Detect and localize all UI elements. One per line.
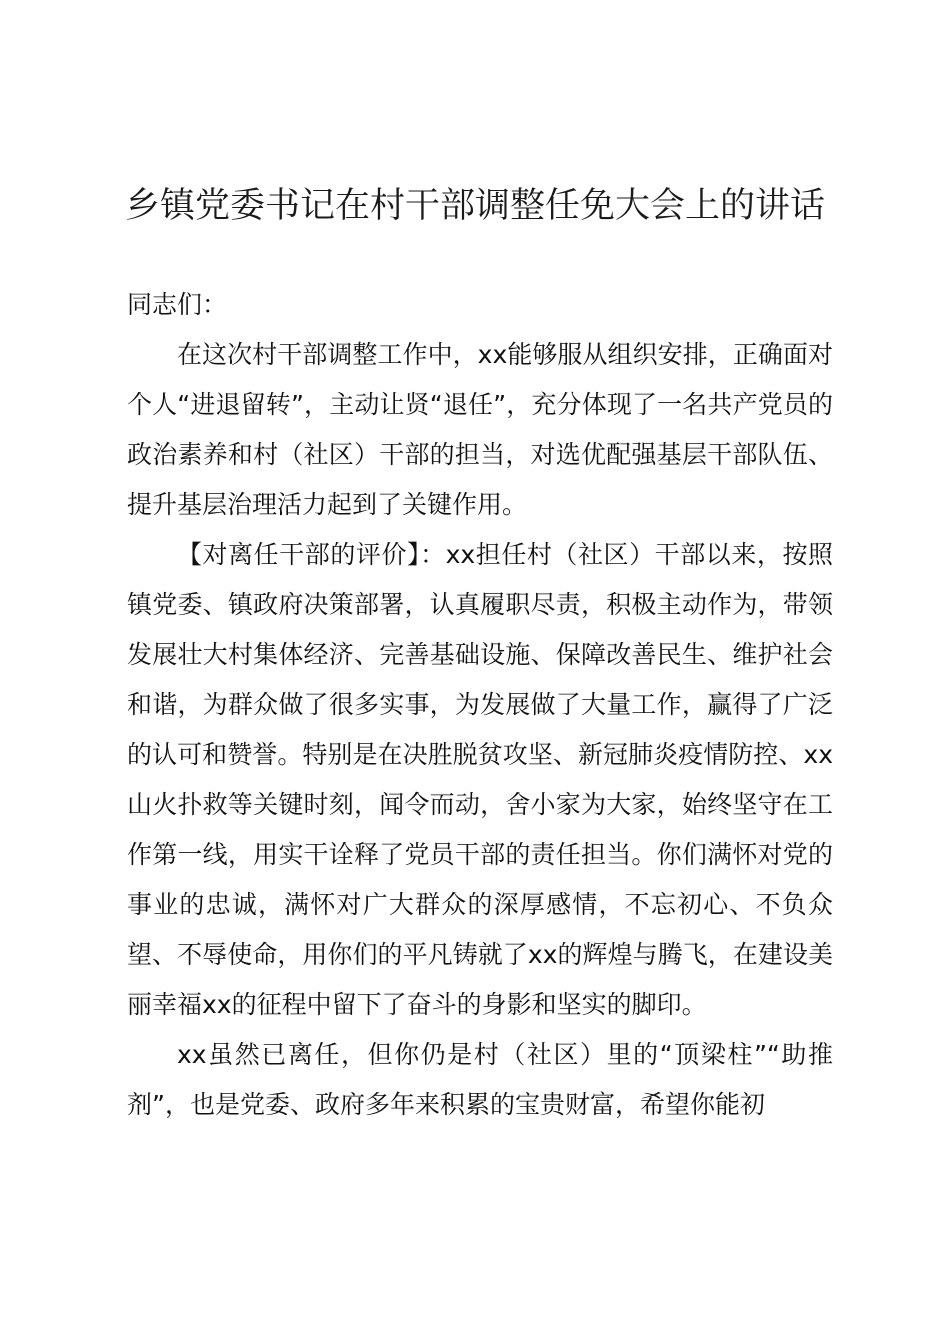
salutation: 同志们：: [127, 290, 228, 319]
document-title: 乡镇党委书记在村干部调整任免大会上的讲话: [124, 186, 825, 226]
document-body: [127, 280, 833, 1130]
paragraph-2: 【对离任干部的评价】：xx担任村（社区）干部以来，按照镇党委、镇政府决策部署，认真履职尽责，积极主动作为，带领发展壮大村集体经济、完善基础设施、保障改善民生、维护社会和谐，为群众做了很多实事，为发展做了大量工作，赢得了广泛的认可和赞誉。特别是在决胜脱贫攻坚、新冠肺炎疫情防控、xx山火扑救等关键时刻，闻令而动，舍小家为大家，始终坚守在工作第一线，用实干诠释了党员干部的责任担当。你们满怀对党的事业的忠诚，满怀对广大群众的深厚感情，不忘初心、不负众望、不辱使命，用你们的平凡铸就了xx的辉煌与腾飞，在建设美丽幸福xx的征程中留下了奋斗的身影和坚实的脚印。: [127, 540, 833, 1019]
paragraph-3: xx虽然已离任，但你仍是村（社区）里的“顶梁柱”“助推剂”，也是党委、政府多年来积累的宝贵财富，希望你能初: [127, 1040, 833, 1119]
paragraph-1: 在这次村干部调整工作中，xx能够服从组织安排，正确面对个人“进退留转”，主动让贤“退任”，充分体现了一名共产党员的政治素养和村（社区）干部的担当，对选优配强基层干部队伍、提升基层治理活力起到了关键作用。: [127, 340, 833, 519]
